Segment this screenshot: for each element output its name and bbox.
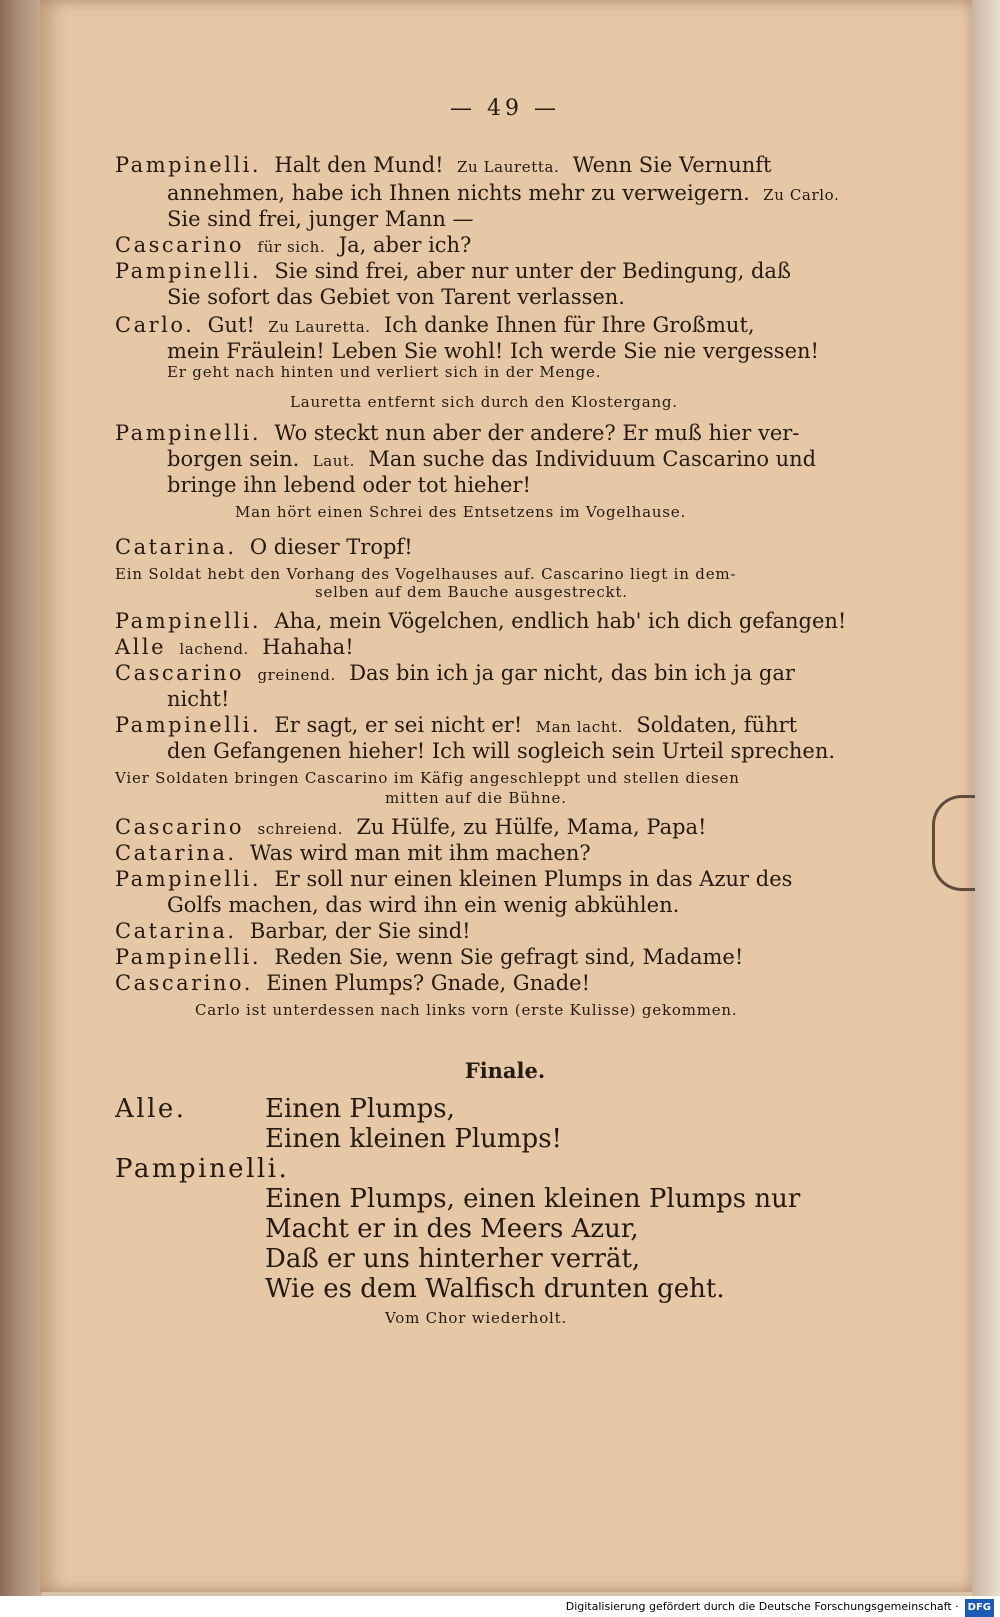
dialogue-line bbox=[167, 472, 531, 498]
song-line: Daß er uns hinterher verrät, bbox=[265, 1244, 641, 1274]
dialogue-line bbox=[167, 892, 679, 918]
dialogue-line bbox=[167, 206, 474, 232]
stage-direction: Man lacht. bbox=[535, 718, 623, 736]
line-text: Er soll nur einen kleinen Plumps in das Azur des bbox=[274, 867, 793, 891]
line-text: Hahaha! bbox=[262, 635, 354, 659]
dialogue-line bbox=[115, 918, 471, 944]
speaker-name: Cascarino bbox=[115, 815, 245, 839]
footer-text: Digitalisierung gefördert durch die Deutsche Forschungsgemeinschaft · bbox=[565, 1600, 959, 1613]
song-line: Einen Plumps, einen kleinen Plumps nur bbox=[265, 1184, 801, 1214]
speaker-name: Cascarino. bbox=[115, 971, 253, 995]
stage-direction-line: Ein Soldat hebt den Vorhang des Vogelhauses auf. Cascarino liegt in dem- bbox=[115, 565, 737, 583]
line-text: Wenn Sie Vernunft bbox=[572, 153, 772, 177]
speaker-name: Catarina. bbox=[115, 841, 237, 865]
line-text: Wo steckt nun aber der andere? Er muß hier ver- bbox=[274, 421, 800, 445]
stage-direction: Zu Lauretta. bbox=[456, 158, 560, 176]
speaker-name: Pampinelli. bbox=[115, 421, 262, 445]
line-text: Gut! bbox=[207, 313, 255, 337]
line-text: Was wird man mit ihm machen? bbox=[249, 841, 591, 865]
song-line: Wie es dem Walfisch drunten geht. bbox=[265, 1274, 725, 1304]
line-text: Man suche das Individuum Cascarino und bbox=[368, 447, 817, 471]
page-clip bbox=[932, 795, 975, 891]
book-spine bbox=[0, 0, 42, 1596]
line-text: Soldaten, führt bbox=[636, 713, 798, 737]
speaker-name: Pampinelli. bbox=[115, 945, 262, 969]
dialogue-line bbox=[115, 840, 591, 866]
dialogue-line bbox=[115, 312, 755, 340]
stage-direction: für sich. bbox=[257, 238, 326, 256]
line-text: Ich danke Ihnen für Ihre Großmut, bbox=[384, 313, 755, 337]
line-text: borgen sein. bbox=[167, 447, 300, 471]
dialogue-line bbox=[167, 446, 816, 474]
speaker-name: Alle bbox=[115, 635, 167, 659]
line-text: Das bin ich ja gar nicht, das bin ich ja gar bbox=[349, 661, 795, 685]
speaker-name: Cascarino bbox=[115, 233, 245, 257]
line-text: Einen Plumps? Gnade, Gnade! bbox=[266, 971, 591, 995]
line-text: den Gefangenen hieher! Ich will sogleich sein Urteil sprechen. bbox=[167, 739, 836, 763]
speaker-name: Pampinelli. bbox=[115, 609, 262, 633]
stage-direction: Zu Carlo. bbox=[763, 186, 840, 204]
line-text: nicht! bbox=[167, 687, 230, 711]
dialogue-line bbox=[115, 944, 743, 970]
speaker-name: Catarina. bbox=[115, 919, 237, 943]
dialogue-line bbox=[115, 660, 795, 688]
dialogue-line bbox=[167, 338, 819, 364]
line-text: Sie sofort das Gebiet von Tarent verlassen. bbox=[167, 285, 625, 309]
dfg-logo: DFG bbox=[965, 1599, 994, 1617]
dialogue-line bbox=[115, 258, 791, 284]
line-text: Reden Sie, wenn Sie gefragt sind, Madame! bbox=[274, 945, 744, 969]
dialogue-line bbox=[115, 420, 799, 446]
dialogue-line bbox=[115, 152, 771, 180]
stage-direction: greinend. bbox=[257, 666, 336, 684]
line-text: Sie sind frei, aber nur unter der Bedingung, daß bbox=[274, 259, 791, 283]
dialogue-line bbox=[115, 534, 413, 560]
footer-bar bbox=[0, 1598, 1000, 1616]
page-number: — 49 — bbox=[450, 96, 560, 121]
dialogue-line bbox=[115, 634, 354, 662]
song-line: Einen kleinen Plumps! bbox=[265, 1124, 562, 1154]
dialogue-line bbox=[167, 180, 839, 208]
speaker-name: Pampinelli. bbox=[115, 153, 262, 177]
stage-direction-line: Er geht nach hinten und verliert sich in der Menge. bbox=[167, 363, 602, 381]
dialogue-line bbox=[167, 738, 835, 764]
page-edge bbox=[972, 0, 1000, 1596]
song-line: Einen Plumps, bbox=[265, 1094, 455, 1124]
line-text: Sie sind frei, junger Mann — bbox=[167, 207, 474, 231]
line-text: Er sagt, er sei nicht er! bbox=[274, 713, 523, 737]
speaker-name: Pampinelli. bbox=[115, 1154, 290, 1184]
stage-direction-line: Man hört einen Schrei des Entsetzens im Vogelhause. bbox=[235, 503, 687, 521]
line-text: Golfs machen, das wird ihn ein wenig abkühlen. bbox=[167, 893, 680, 917]
dialogue-line bbox=[115, 608, 846, 634]
line-text: Halt den Mund! bbox=[274, 153, 444, 177]
dialogue-line bbox=[115, 866, 792, 892]
stage-direction-line: selben auf dem Bauche ausgestreckt. bbox=[315, 583, 628, 601]
stage-direction-line: mitten auf die Bühne. bbox=[385, 789, 567, 807]
stage-direction-line: Lauretta entfernt sich durch den Klostergang. bbox=[290, 393, 678, 411]
line-text: Ja, aber ich? bbox=[338, 233, 472, 257]
speaker-name: Pampinelli. bbox=[115, 867, 262, 891]
finale-heading: Finale. bbox=[464, 1058, 546, 1083]
dialogue-line bbox=[115, 970, 590, 996]
speaker-name: Alle. bbox=[115, 1094, 187, 1124]
stage-direction: lachend. bbox=[179, 640, 249, 658]
line-text: Zu Hülfe, zu Hülfe, Mama, Papa! bbox=[356, 815, 707, 839]
speaker-name: Catarina. bbox=[115, 535, 237, 559]
line-text: Barbar, der Sie sind! bbox=[249, 919, 471, 943]
dialogue-line bbox=[167, 284, 625, 310]
speaker-name: Pampinelli. bbox=[115, 713, 262, 737]
line-text: mein Fräulein! Leben Sie wohl! Ich werde Sie nie vergessen! bbox=[167, 339, 819, 363]
speaker-name: Cascarino bbox=[115, 661, 245, 685]
speaker-name: Pampinelli. bbox=[115, 259, 262, 283]
stage-direction: Laut. bbox=[312, 452, 356, 470]
stage-direction: Zu Lauretta. bbox=[268, 318, 371, 336]
line-text: annehmen, habe ich Ihnen nichts mehr zu verweigern. bbox=[167, 181, 750, 205]
stage-direction-line: Carlo ist unterdessen nach links vorn (erste Kulisse) gekommen. bbox=[195, 1001, 738, 1019]
chorus-note: Vom Chor wiederholt. bbox=[385, 1309, 568, 1327]
line-text: bringe ihn lebend oder tot hieher! bbox=[167, 473, 531, 497]
song-line: Macht er in des Meers Azur, bbox=[265, 1214, 639, 1244]
line-text: Aha, mein Vögelchen, endlich hab' ich dich gefangen! bbox=[274, 609, 847, 633]
dialogue-line bbox=[115, 232, 471, 260]
speaker-name: Carlo. bbox=[115, 313, 195, 337]
stage-direction: schreiend. bbox=[257, 820, 343, 838]
dialogue-line bbox=[115, 712, 797, 740]
dialogue-line bbox=[115, 814, 707, 842]
line-text: O dieser Tropf! bbox=[249, 535, 413, 559]
stage-direction-line: Vier Soldaten bringen Cascarino im Käfig angeschleppt und stellen diesen bbox=[115, 769, 740, 787]
dialogue-line bbox=[167, 686, 229, 712]
